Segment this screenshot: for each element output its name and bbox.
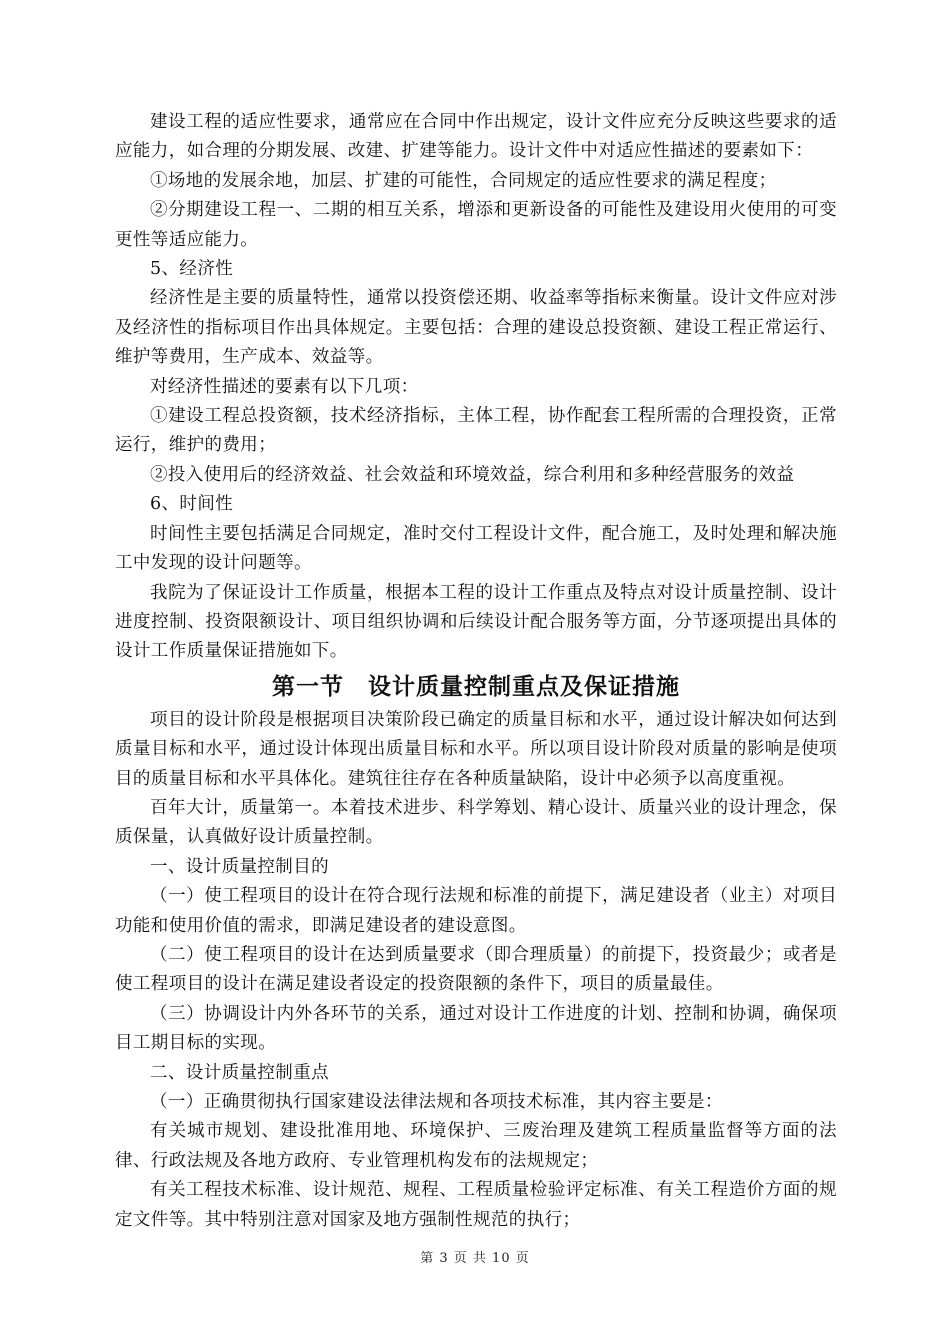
paragraph-purpose-1: （一）使工程项目的设计在符合现行法规和标准的前提下，满足建设者（业主）对项目功能和使用价值的需求，即满足建设者的建设意图。 xyxy=(115,886,837,936)
paragraph-focus-standards: 有关工程技术标准、设计规范、规程、工程质量检验评定标准、有关工程造价方面的规定文件等。其中特别注意对国家及地方强制性规范的执行； xyxy=(115,1180,837,1230)
paragraph-quality-first: 百年大计，质量第一。本着技术进步、科学筹划、精心设计、质量兴业的设计理念，保质保量，认真做好设计质量控制。 xyxy=(115,797,837,848)
page-number-footer: 第 3 页 共 10 页 xyxy=(420,1251,530,1266)
paragraph-economy-intro: 经济性是主要的质量特性，通常以投资偿还期、收益率等指标来衡量。设计文件应对涉及经济性的指标项目作出具体规定。主要包括：合理的建设总投资额、建设工程正常运行、维护等费用，生产成本、效益等。 xyxy=(115,288,837,368)
paragraph-adaptability-item-1: ①场地的发展余地，加层、扩建的可能性，合同规定的适应性要求的满足程度； xyxy=(150,170,777,191)
paragraph-timeliness: 时间性主要包括满足合同规定，准时交付工程设计文件，配合施工，及时处理和解决施工中发现的设计问题等。 xyxy=(115,523,837,574)
subheading-control-purpose: 一、设计质量控制目的 xyxy=(150,856,329,877)
subheading-economy: 5、经济性 xyxy=(150,259,234,280)
paragraph-measures-intro: 我院为了保证设计工作质量，根据本工程的设计工作重点及特点对设计质量控制、设计进度控制、投资限额设计、项目组织协调和后续设计配合服务等方面，分节逐项提出具体的设计工作质量保证措施如下。 xyxy=(115,582,837,662)
paragraph-focus-1: （一）正确贯彻执行国家建设法律法规和各项技术标准，其内容主要是： xyxy=(150,1092,723,1112)
paragraph-focus-laws: 有关城市规划、建设批准用地、环境保护、三废治理及建筑工程质量监督等方面的法律、行政法规及各地方政府、专业管理机构发布的法规规定； xyxy=(115,1121,837,1171)
subheading-timeliness: 6、时间性 xyxy=(150,494,234,515)
subheading-control-focus: 二、设计质量控制重点 xyxy=(150,1062,329,1083)
paragraph-purpose-3: （三）协调设计内外各环节的关系，通过对设计工作进度的计划、控制和协调，确保项目工期目标的实现。 xyxy=(115,1003,837,1054)
paragraph-purpose-2: （二）使工程项目的设计在达到质量要求（即合理质量）的前提下，投资最少；或者是使工程项目的设计在满足建设者设定的投资限额的条件下，项目的质量最佳。 xyxy=(115,944,837,995)
paragraph-economy-item-1: ①建设工程总投资额，技术经济指标，主体工程，协作配套工程所需的合理投资，正常运行，维护的费用； xyxy=(115,406,837,456)
paragraph-economy-item-2: ②投入使用后的经济效益、社会效益和环境效益，综合利用和多种经营服务的效益 xyxy=(150,464,795,485)
document-body xyxy=(115,108,837,1235)
paragraph-adaptability-intro: 建设工程的适应性要求，通常应在合同中作出规定，设计文件应充分反映这些要求的适应能力，如合理的分期发展、改建、扩建等能力。设计文件中对适应性描述的要素如下： xyxy=(115,112,837,162)
section-heading: 第一节 设计质量控制重点及保证措施 xyxy=(272,672,680,700)
paragraph-adaptability-item-2: ②分期建设工程一、二期的相互关系，增添和更新设备的可能性及建设用火使用的可变更性等适应能力。 xyxy=(115,200,837,250)
paragraph-design-stage: 项目的设计阶段是根据项目决策阶段已确定的质量目标和水平，通过设计解决如何达到质量目标和水平，通过设计体现出质量目标和水平。所以项目设计阶段对质量的影响是使项目的质量目标和水平具体化。建筑往往存在各种质量缺陷，设计中必须予以高度重视。 xyxy=(115,709,837,789)
paragraph-economy-elements: 对经济性描述的要素有以下几项： xyxy=(150,376,419,397)
